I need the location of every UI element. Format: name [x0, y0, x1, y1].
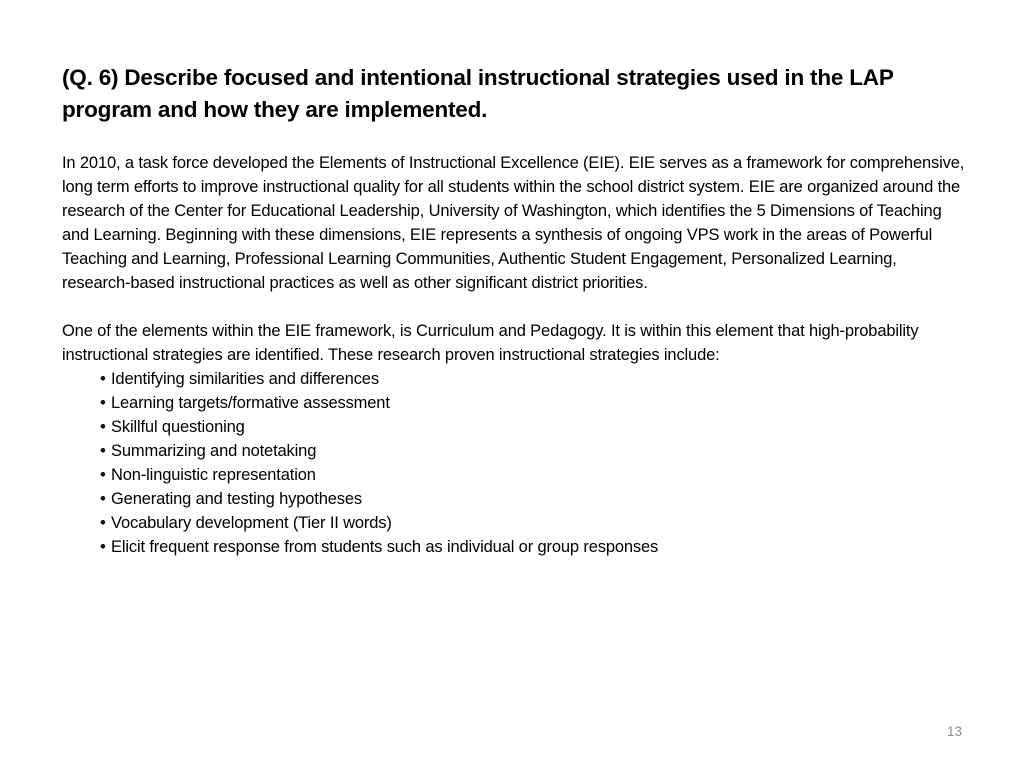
list-item-text: Non-linguistic representation — [111, 466, 316, 484]
list-item — [100, 463, 967, 487]
paragraph-curriculum-pedagogy: One of the elements within the EIE framework, is Curriculum and Pedagogy. It is within this element that high-probability instructional strategies are identified. These research proven instructional strategies include: — [62, 322, 919, 364]
list-item — [100, 487, 967, 511]
list-item-text: Learning targets/formative assessment — [111, 394, 390, 412]
list-item-text: Skillful questioning — [111, 418, 245, 436]
list-item-text: Identifying similarities and differences — [111, 370, 379, 388]
list-item-text: Summarizing and notetaking — [111, 442, 317, 460]
slide-title: (Q. 6) Describe focused and intentional instructional strategies used in the LAP program and how they are implemented. — [62, 65, 894, 122]
bullet-icon: • — [100, 538, 106, 556]
bullet-icon: • — [100, 466, 106, 484]
list-item-text: Generating and testing hypotheses — [111, 490, 362, 508]
slide-body — [62, 151, 967, 559]
paragraph-spacer — [62, 295, 967, 319]
paragraph-eie-intro: In 2010, a task force developed the Elements of Instructional Excellence (EIE). EIE serves as a framework for comprehensive, long term efforts to improve instructional quality for all students within the school district system. EIE are organized around the research of the Center for Educational Leadership, University of Washington, which identifies the 5 Dimensions of Teaching and Learning. Beginning with these dimensions, EIE represents a synthesis of ongoing VPS work in the areas of Powerful Teaching and Learning, Professional Learning Communities, Authentic Student Engagement, Personalized Learning, research-based instructional practices as well as other significant district priorities. — [62, 154, 965, 292]
list-item — [100, 439, 967, 463]
bullet-icon: • — [100, 490, 106, 508]
bullet-icon: • — [100, 418, 106, 436]
bullet-icon: • — [100, 514, 106, 532]
list-item — [100, 511, 967, 535]
bullet-icon: • — [100, 370, 106, 388]
list-item-text: Vocabulary development (Tier II words) — [111, 514, 392, 532]
bullet-icon: • — [100, 394, 106, 412]
bullet-icon: • — [100, 442, 106, 460]
list-item — [100, 535, 967, 559]
list-item — [100, 367, 967, 391]
list-item-text: Elicit frequent response from students such as individual or group responses — [111, 538, 659, 556]
strategy-list — [62, 367, 967, 559]
page-number: 13 — [946, 724, 962, 739]
list-item — [100, 415, 967, 439]
list-item — [100, 391, 967, 415]
